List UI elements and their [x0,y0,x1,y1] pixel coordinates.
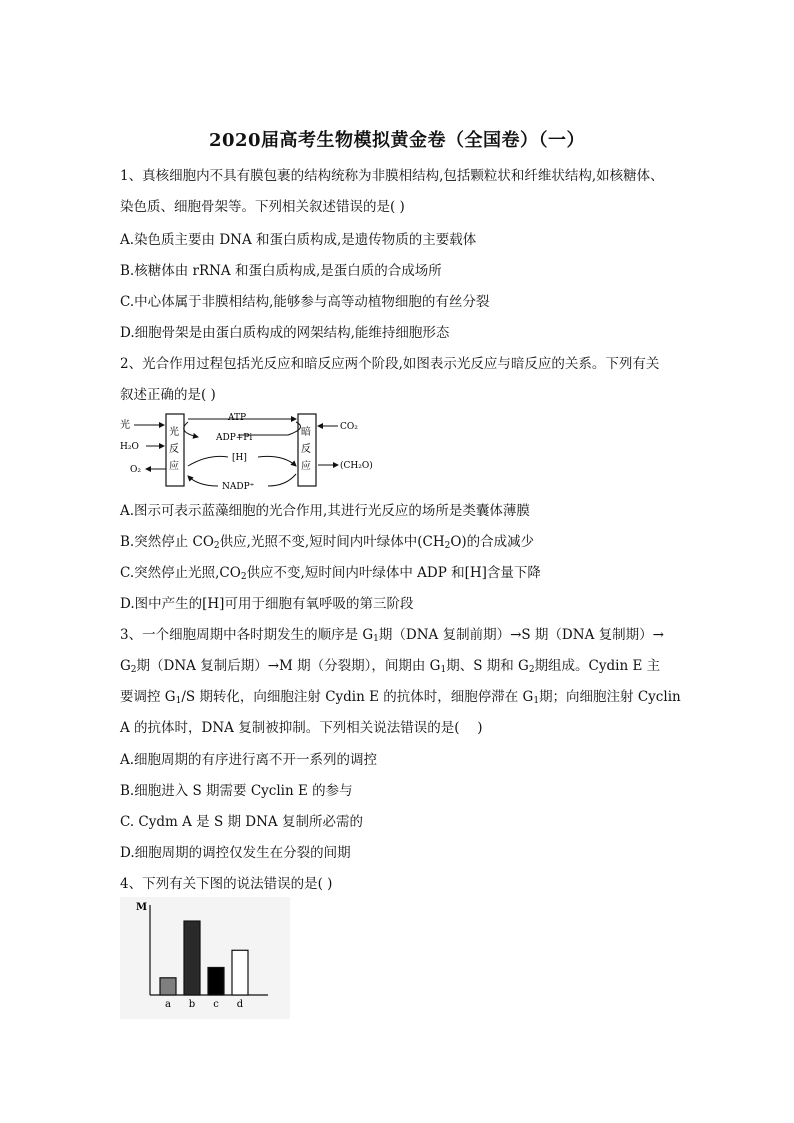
q1-option-a: A.染色质主要由 DNA 和蛋白质构成,是遗传物质的主要载体 [120,232,477,248]
bar-d [232,950,248,995]
co2-label: CO₂ [340,422,358,432]
q3-option-d: D.细胞周期的调控仅发生在分裂的间期 [120,845,351,861]
q1-stem-line2: 染色质、细胞骨架等。下列相关叙述错误的是( ) [120,199,405,215]
atp-label: ATP [228,413,247,423]
light-label: 光 [120,420,130,431]
light-reaction-char2: 反 [169,444,179,455]
photosynthesis-diagram [118,408,380,492]
q1-option-b: B.核糖体由 rRNA 和蛋白质构成,是蛋白质的合成场所 [120,263,442,279]
bar-chart-figure [120,897,290,1019]
q3-stem-line1: 3、一个细胞周期中各时期发生的顺序是 $G_1$期（DNA 复制前期）→S 期（DNA 复制期）→ [120,627,664,644]
h-label: [H] [232,453,247,463]
bar-c [208,967,224,995]
bar-label-d: d [236,999,244,1010]
water-label: H₂O [120,442,139,452]
bar-b [184,921,200,995]
light-reaction-char3: 应 [169,461,179,472]
y-axis-label: M [136,902,148,913]
q3-stem-line4: A 的抗体时，DNA 复制被抑制。下列相关说法错误的是( ) [120,720,483,736]
q2-option-b: B.突然停止 $CO_2$供应,光照不变,短时间内叶绿体中$(CH_2O)$的合成减少 [120,534,535,551]
q4-stem: 4、下列有关下图的说法错误的是( ) [120,876,333,892]
bar-label-b: b [188,999,196,1010]
bar-label-a: a [165,999,171,1010]
q3-option-a: A.细胞周期的有序进行离不开一系列的调控 [120,752,378,768]
q2-stem-line1: 2、光合作用过程包括光反应和暗反应两个阶段,如图表示光反应与暗反应的关系。下列有关 [120,356,660,372]
q1-option-c: C.中心体属于非膜相结构,能够参与高等动植物细胞的有丝分裂 [120,294,490,310]
nadp-label: NADP⁺ [222,482,255,492]
q3-stem-line3: 要调控 $G_1/S$ 期转化，向细胞注射 Cydin E 的抗体时，细胞停滞在 $G_1$期；向细胞注射 Cyclin [120,689,681,706]
bar-label-c: c [213,999,219,1010]
q2-option-d: D.图中产生的[H]可用于细胞有氧呼吸的第三阶段 [120,596,414,612]
ch2o-label: (CH₂O) [340,461,373,471]
oxygen-label: O₂ [130,465,141,475]
q2-stem-line2: 叙述正确的是( ) [120,387,216,403]
q2-option-a: A.图示可表示蓝藻细胞的光合作用,其进行光反应的场所是类囊体薄膜 [120,503,530,519]
bar-a [160,978,176,995]
q3-stem-line2: $G_2$期（DNA 复制后期）→M 期（分裂期），间期由 $G_1$期、S 期和 $G_2$期组成。Cydin E 主 [120,658,661,675]
adp-label: ADP+Pi [216,433,253,443]
q3-option-b: B.细胞进入 S 期需要 Cyclin E 的参与 [120,783,353,799]
q1-stem-line1: 1、真核细胞内不具有膜包裹的结构统称为非膜相结构,包括颗粒状和纤维状结构,如核糖体、 [120,168,664,184]
light-reaction-char1: 光 [169,427,179,438]
page-title: 2020届高考生物模拟黄金卷（全国卷）（一） [208,130,586,151]
dark-reaction-char3: 应 [301,461,311,472]
q3-option-c: C. Cydm A 是 S 期 DNA 复制所必需的 [120,814,363,830]
dark-reaction-char2: 反 [301,444,311,455]
dark-reaction-char1: 暗 [301,427,311,438]
q2-option-c: C.突然停止光照$,CO_2$供应不变,短时间内叶绿体中 ADP 和[H]含量下降 [120,565,541,582]
q1-option-d: D.细胞骨架是由蛋白质构成的网架结构,能维持细胞形态 [120,325,450,341]
